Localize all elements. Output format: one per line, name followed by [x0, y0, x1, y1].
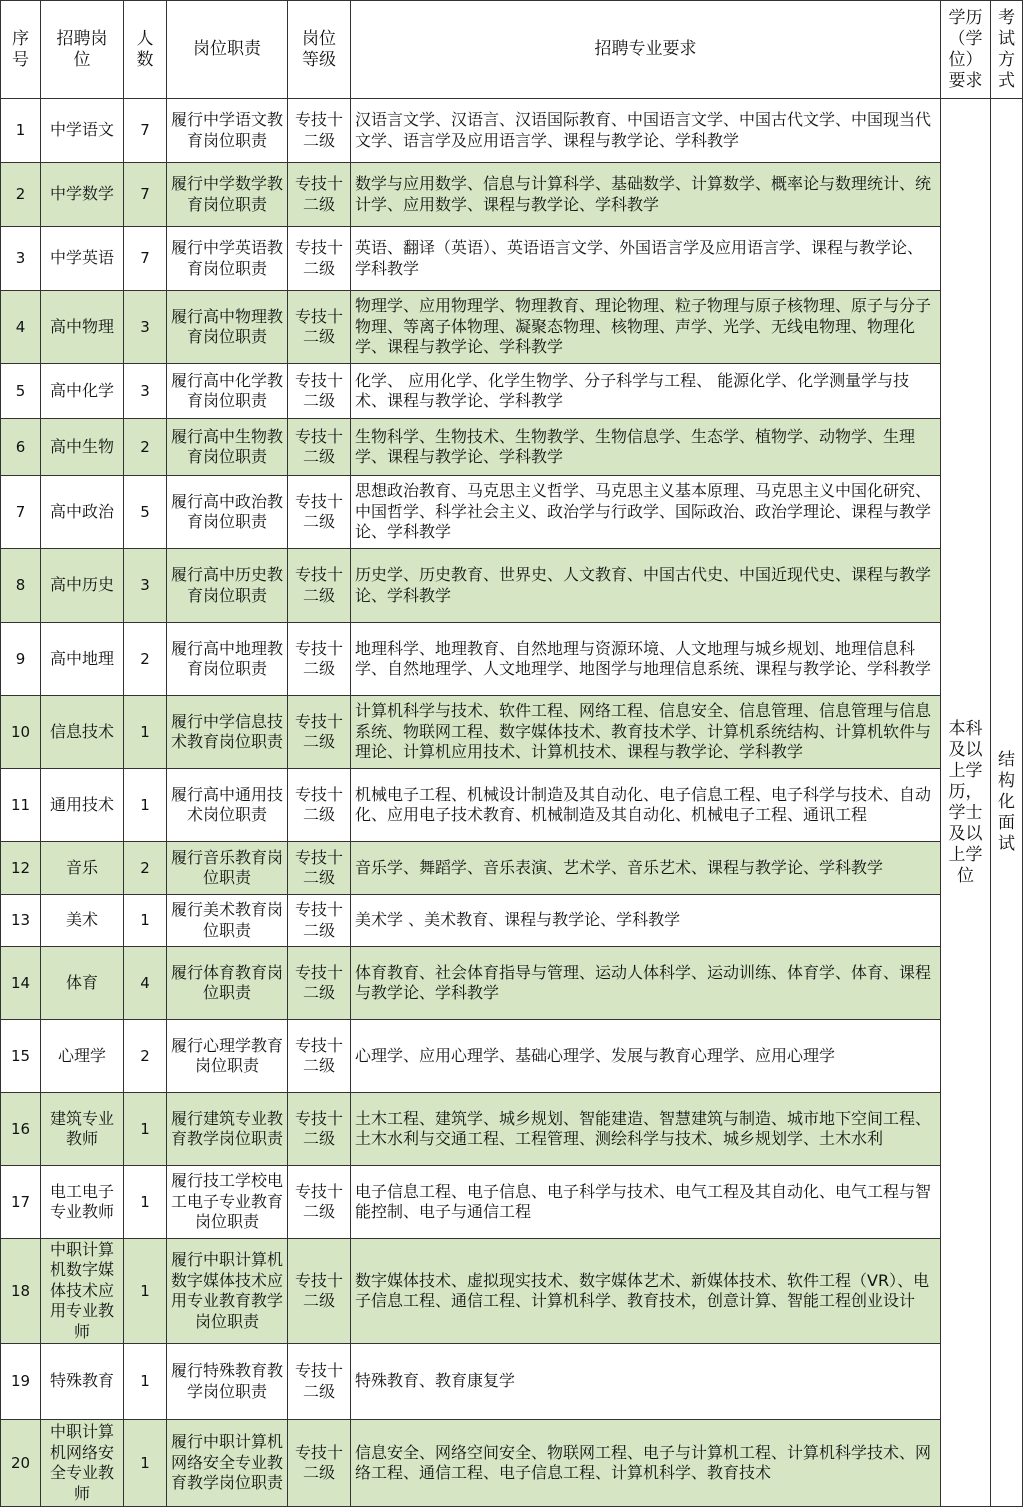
row-count: 2: [124, 623, 167, 696]
row-majors: [351, 99, 941, 163]
row-seq: 16: [1, 1093, 41, 1166]
row-position: 中学数学: [41, 163, 124, 227]
row-duty: 履行高中生物教育岗位职责: [167, 419, 288, 476]
row-seq: 20: [1, 1420, 41, 1507]
table-row: [1, 227, 1023, 291]
row-majors-text: 特殊教育、教育康复学: [355, 1371, 516, 1391]
row-level: 专技十二级: [288, 1420, 351, 1507]
row-position: 建筑专业教师: [41, 1093, 124, 1166]
row-majors: [351, 623, 941, 696]
table-row: [1, 696, 1023, 769]
row-level: 专技十二级: [288, 291, 351, 364]
header-duty: 岗位职责: [167, 1, 288, 99]
row-majors-text: 历史学、历史教育、世界史、人文教育、中国古代史、中国近现代史、课程与教学论、学科教学: [355, 565, 932, 605]
row-majors-text: 英语、翻译（英语）、英语语言文学、外国语言学及应用语言学、课程与教学论、学科教学: [355, 238, 924, 278]
row-count: 1: [124, 1166, 167, 1239]
row-level: 专技十二级: [288, 1020, 351, 1093]
row-seq: 4: [1, 291, 41, 364]
row-level: 专技十二级: [288, 895, 351, 947]
row-seq: 14: [1, 947, 41, 1020]
row-majors-text: 化学、 应用化学、化学生物学、分子科学与工程、 能源化学、化学测量学与技术、课程与教学论、学科教学: [355, 370, 910, 410]
row-seq: 19: [1, 1344, 41, 1420]
header-majors: 招聘专业要求: [351, 1, 941, 99]
row-position: 高中政治: [41, 476, 124, 549]
row-count: 3: [124, 364, 167, 419]
row-majors: [351, 1093, 941, 1166]
table-row: [1, 163, 1023, 227]
row-majors-text: 生物科学、生物技术、生物教学、生物信息学、生态学、植物学、动物学、生理学、课程与教学论、学科教学: [355, 426, 916, 466]
row-seq: 17: [1, 1166, 41, 1239]
row-majors-text: 土木工程、建筑学、城乡规划、智能建造、智慧建筑与制造、城市地下空间工程、土木水利与交通工程、工程管理、测绘科学与技术、城乡规划学、土木水利: [355, 1108, 932, 1148]
table-row: [1, 291, 1023, 364]
table-row: [1, 842, 1023, 895]
row-position: 心理学: [41, 1020, 124, 1093]
row-majors-text: 地理科学、地理教育、自然地理与资源环境、人文地理与城乡规划、地理信息科学、自然地理学、人文地理学、地图学与地理信息系统、课程与教学论、学科教学: [355, 638, 932, 678]
row-majors: [351, 769, 941, 842]
row-majors-text: 美术学 、美术教育、课程与教学论、学科教学: [355, 910, 681, 930]
row-majors: [351, 947, 941, 1020]
row-seq: 3: [1, 227, 41, 291]
row-level: 专技十二级: [288, 1344, 351, 1420]
row-level: 专技十二级: [288, 419, 351, 476]
table-row: [1, 1239, 1023, 1344]
row-seq: 12: [1, 842, 41, 895]
row-count: 2: [124, 842, 167, 895]
row-count: 1: [124, 1344, 167, 1420]
row-duty: 履行中学数学教育岗位职责: [167, 163, 288, 227]
row-count: 5: [124, 476, 167, 549]
table-row: [1, 1420, 1023, 1507]
row-count: 3: [124, 291, 167, 364]
header-exam: 考试方式: [991, 1, 1023, 99]
header-education: 学历（学位）要求: [941, 1, 991, 99]
row-majors-text: 电子信息工程、电子信息、电子科学与技术、电气工程及其自动化、电气工程与智能控制、电子与通信工程: [355, 1181, 932, 1221]
table-row: [1, 1166, 1023, 1239]
row-duty: 履行中学信息技术教育岗位职责: [167, 696, 288, 769]
row-seq: 11: [1, 769, 41, 842]
row-position: 体育: [41, 947, 124, 1020]
row-count: 4: [124, 947, 167, 1020]
education-requirement: 本科及以上学历，学士及以上学位: [941, 99, 991, 1507]
header-row: [1, 1, 1023, 99]
row-majors: [351, 364, 941, 419]
exam-method: 结构化面试: [991, 99, 1023, 1507]
row-duty: 履行中学语文教育岗位职责: [167, 99, 288, 163]
row-seq: 5: [1, 364, 41, 419]
row-count: 2: [124, 1020, 167, 1093]
row-duty: 履行体育教育岗位职责: [167, 947, 288, 1020]
row-position: 高中生物: [41, 419, 124, 476]
table-row: [1, 947, 1023, 1020]
table-row: [1, 1344, 1023, 1420]
row-duty: 履行高中通用技术岗位职责: [167, 769, 288, 842]
header-position: 招聘岗位: [41, 1, 124, 99]
row-majors: [351, 549, 941, 623]
row-majors-text: 汉语言文学、汉语言、汉语国际教育、中国语言文学、中国古代文学、中国现当代文学、语言学及应用语言学、课程与教学论、学科教学: [355, 110, 932, 150]
row-duty: 履行高中化学教育岗位职责: [167, 364, 288, 419]
row-seq: 8: [1, 549, 41, 623]
row-majors-text: 计算机科学与技术、软件工程、网络工程、信息安全、信息管理、信息管理与信息系统、物联网工程、数字媒体技术、教育技术学、计算机系统结构、计算机软件与理论、计算机应用技术、计算机技术、课程与教学论、学科教学: [355, 701, 932, 762]
row-level: 专技十二级: [288, 1166, 351, 1239]
row-majors: [351, 291, 941, 364]
table-row: [1, 1020, 1023, 1093]
row-position: 中学语文: [41, 99, 124, 163]
row-majors-text: 音乐学、舞蹈学、音乐表演、艺术学、音乐艺术、课程与教学论、学科教学: [355, 857, 884, 877]
row-majors: [351, 1344, 941, 1420]
row-duty: 履行特殊教育教学岗位职责: [167, 1344, 288, 1420]
row-majors: [351, 1020, 941, 1093]
row-majors: [351, 1166, 941, 1239]
row-duty: 履行高中政治教育岗位职责: [167, 476, 288, 549]
row-duty: 履行高中地理教育岗位职责: [167, 623, 288, 696]
table-row: [1, 549, 1023, 623]
row-level: 专技十二级: [288, 549, 351, 623]
row-position: 通用技术: [41, 769, 124, 842]
row-duty: 履行建筑专业教育教学岗位职责: [167, 1093, 288, 1166]
row-majors: [351, 696, 941, 769]
row-position: 信息技术: [41, 696, 124, 769]
row-level: 专技十二级: [288, 476, 351, 549]
row-majors: [351, 476, 941, 549]
row-count: 7: [124, 227, 167, 291]
row-duty: 履行高中物理教育岗位职责: [167, 291, 288, 364]
row-position: 电工电子专业教师: [41, 1166, 124, 1239]
row-duty: 履行中职计算机数字媒体技术应用专业教育教学岗位职责: [167, 1239, 288, 1344]
table-row: [1, 99, 1023, 163]
row-count: 1: [124, 696, 167, 769]
row-majors-text: 物理学、应用物理学、物理教育、理论物理、粒子物理与原子核物理、原子与分子物理、等离子体物理、凝聚态物理、核物理、声学、光学、无线电物理、物理化学、课程与教学论、学科教学: [355, 296, 932, 357]
row-seq: 6: [1, 419, 41, 476]
header-count: 人数: [124, 1, 167, 99]
row-majors-text: 体育教育、社会体育指导与管理、运动人体科学、运动训练、体育学、体育、课程与教学论、学科教学: [355, 962, 932, 1002]
table-row: [1, 364, 1023, 419]
row-position: 高中历史: [41, 549, 124, 623]
row-duty: 履行美术教育岗位职责: [167, 895, 288, 947]
row-count: 1: [124, 1093, 167, 1166]
row-count: 1: [124, 895, 167, 947]
row-position: 中职计算机数字媒体技术应用专业教师: [41, 1239, 124, 1344]
row-seq: 10: [1, 696, 41, 769]
row-majors-text: 机械电子工程、机械设计制造及其自动化、电子信息工程、电子科学与技术、自动化、应用电子技术教育、机械制造及其自动化、机械电子工程、通讯工程: [355, 784, 932, 824]
row-majors-text: 信息安全、网络空间安全、物联网工程、电子与计算机工程、计算机科学技术、网络工程、通信工程、电子信息工程、计算机科学、教育技术: [355, 1442, 932, 1482]
row-level: 专技十二级: [288, 623, 351, 696]
header-level: 岗位等级: [288, 1, 351, 99]
table-row: [1, 1093, 1023, 1166]
header-seq: 序号: [1, 1, 41, 99]
row-count: 2: [124, 419, 167, 476]
row-duty: 履行高中历史教育岗位职责: [167, 549, 288, 623]
table-row: [1, 769, 1023, 842]
row-count: 7: [124, 99, 167, 163]
row-seq: 2: [1, 163, 41, 227]
row-count: 7: [124, 163, 167, 227]
row-seq: 15: [1, 1020, 41, 1093]
row-count: 1: [124, 1420, 167, 1507]
row-count: 1: [124, 769, 167, 842]
row-position: 高中物理: [41, 291, 124, 364]
row-majors: [351, 842, 941, 895]
row-majors: [351, 163, 941, 227]
row-majors: [351, 1420, 941, 1507]
row-majors: [351, 895, 941, 947]
row-duty: 履行中学英语教育岗位职责: [167, 227, 288, 291]
row-seq: 7: [1, 476, 41, 549]
row-duty: 履行心理学教育岗位职责: [167, 1020, 288, 1093]
row-duty: 履行技工学校电工电子专业教育岗位职责: [167, 1166, 288, 1239]
row-position: 中职计算机网络安全专业教师: [41, 1420, 124, 1507]
row-seq: 9: [1, 623, 41, 696]
row-seq: 18: [1, 1239, 41, 1344]
table-row: [1, 419, 1023, 476]
row-majors-text: 数学与应用数学、信息与计算科学、基础数学、计算数学、概率论与数理统计、统计学、应用数学、课程与教学论、学科教学: [355, 174, 932, 214]
table-row: [1, 476, 1023, 549]
row-count: 3: [124, 549, 167, 623]
row-level: 专技十二级: [288, 364, 351, 419]
table-row: [1, 895, 1023, 947]
row-majors-text: 数字媒体技术、虚拟现实技术、数字媒体艺术、新媒体技术、软件工程（VR）、电子信息工程、通信工程、计算机科学、教育技术，创意计算、智能工程创业设计: [355, 1270, 930, 1310]
row-position: 中学英语: [41, 227, 124, 291]
row-majors-text: 心理学、应用心理学、基础心理学、发展与教育心理学、应用心理学: [355, 1045, 836, 1065]
row-level: 专技十二级: [288, 99, 351, 163]
row-position: 美术: [41, 895, 124, 947]
row-count: 1: [124, 1239, 167, 1344]
row-position: 音乐: [41, 842, 124, 895]
table-row: [1, 623, 1023, 696]
row-level: 专技十二级: [288, 696, 351, 769]
row-majors-text: 思想政治教育、马克思主义哲学、马克思主义基本原理、马克思主义中国化研究、中国哲学、科学社会主义、政治学与行政学、国际政治、政治学理论、课程与教学论、学科教学: [355, 481, 932, 542]
row-position: 高中化学: [41, 364, 124, 419]
row-majors: [351, 419, 941, 476]
row-level: 专技十二级: [288, 1239, 351, 1344]
row-seq: 13: [1, 895, 41, 947]
row-position: 特殊教育: [41, 1344, 124, 1420]
row-majors: [351, 227, 941, 291]
row-level: 专技十二级: [288, 842, 351, 895]
row-level: 专技十二级: [288, 947, 351, 1020]
row-level: 专技十二级: [288, 227, 351, 291]
row-duty: 履行中职计算机网络安全专业教育教学岗位职责: [167, 1420, 288, 1507]
row-seq: 1: [1, 99, 41, 163]
row-level: 专技十二级: [288, 769, 351, 842]
row-level: 专技十二级: [288, 163, 351, 227]
row-position: 高中地理: [41, 623, 124, 696]
row-duty: 履行音乐教育岗位职责: [167, 842, 288, 895]
row-majors: [351, 1239, 941, 1344]
row-level: 专技十二级: [288, 1093, 351, 1166]
